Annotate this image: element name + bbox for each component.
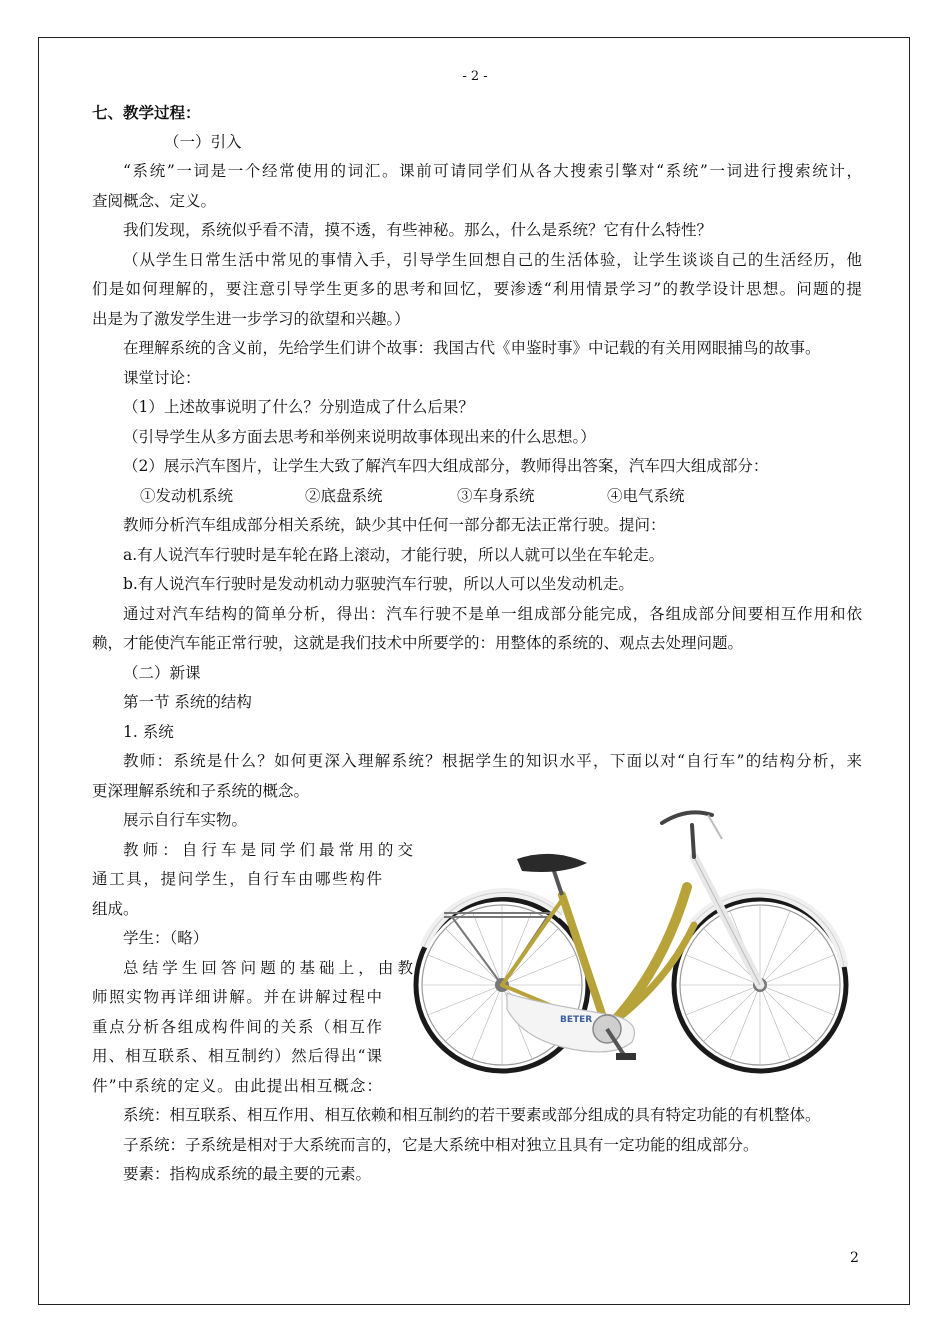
subheading-intro: （一）引入: [164, 132, 242, 151]
paragraph-line: a.有人说汽车行驶时是车轮在路上滚动，才能行驶，所以人就可以坐在车轮走。: [123, 545, 665, 564]
paragraph-line: 教师分析汽车组成部分相关系统，缺少其中任何一部分都无法正常行驶。提问：: [123, 516, 666, 534]
paragraph-line: 通过对汽车结构的简单分析，得出：汽车行驶不是单一组成部分能完成，各组成部分间要相互作用和依: [123, 604, 862, 623]
paragraph-line: 教师：系统是什么？如何更深入理解系统？根据学生的知识水平，下面以对“自行车”的结构分析，来: [123, 752, 862, 770]
discussion-question-2: （2）展示汽车图片，让学生大致了解汽车四大组成部分，教师得出答案，汽车四大组成部分：: [123, 457, 769, 475]
list-item: ③车身系统: [457, 486, 535, 505]
paragraph-line: 用、相互联系、相互制约）然后得出“课: [92, 1047, 382, 1065]
subheading-new-lesson: （二）新课: [123, 663, 201, 682]
paragraph-line: 更深理解系统和子系统的概念。: [92, 781, 310, 800]
car-systems-list: [92, 482, 862, 512]
bicycle-image: [412, 797, 852, 1092]
section-heading-7: 七、教学过程：: [92, 103, 201, 122]
page-marker-top: - 2 -: [462, 69, 488, 84]
paragraph-line: （引导学生从多方面去思考和举例来说明故事体现出来的什么思想。）: [123, 427, 596, 446]
bike-brand-logo: BETER: [560, 1015, 593, 1025]
paragraph-line: 查阅概念、定义。: [92, 191, 217, 210]
section-title: 第一节 系统的结构: [123, 693, 252, 711]
subsection-title: 1. 系统: [123, 722, 174, 741]
paragraph-line: 教师：自行车是同学们最常用的交: [123, 840, 413, 859]
list-item: ②底盘系统: [305, 486, 383, 505]
paragraph-line: 通工具，提问学生，自行车由哪些构件: [92, 870, 382, 888]
paragraph-line: 我们发现，系统似乎看不清，摸不透，有些神秘。那么，什么是系统？它有什么特性？: [123, 221, 713, 239]
paragraph-line: 在理解系统的含义前，先给学生们讲个故事：我国古代《申鉴时事》中记载的有关用网眼捕鸟的故事。: [123, 339, 821, 357]
list-item: ④电气系统: [607, 486, 685, 505]
paragraph-line: 展示自行车实物。: [123, 811, 248, 829]
list-item: ①发动机系统: [140, 486, 234, 505]
paragraph-line: 学生：（略）: [123, 929, 209, 947]
saddle: [517, 854, 587, 895]
definition-subsystem: 子系统：子系统是相对于大系统而言的，它是大系统中相对独立且具有一定功能的组成部分。: [123, 1135, 759, 1154]
paragraph-line: 们是如何理解的，要注意引导学生更多的思考和回忆，要渗透“利用情景学习”的教学设计思想。问题的提: [92, 280, 862, 298]
paragraph-line: （从学生日常生活中常见的事情入手，引导学生回想自己的生活体验，让学生谈谈自己的生活经历，他: [123, 250, 862, 269]
paragraph-line: 总结学生回答问题的基础上，由教: [123, 958, 413, 977]
definition-system: 系统：相互联系、相互作用、相互依赖和相互制约的若干要素或部分组成的具有特定功能的有机整体。: [123, 1106, 821, 1124]
definition-element: 要素：指构成系统的最主要的元素。: [123, 1165, 372, 1183]
discussion-question-1: （1）上述故事说明了什么？分别造成了什么后果？: [123, 398, 474, 416]
paragraph-line: “系统”一词是一个经常使用的词汇。课前可请同学们从各大搜索引擎对“系统”一词进行搜索统计，: [123, 162, 862, 180]
paragraph-line: 赖，才能使汽车能正常行驶，这就是我们技术中所要学的：用整体的系统的、观点去处理问题。: [92, 634, 744, 652]
page-number-bottom: 2: [850, 1250, 859, 1266]
paragraph-line: 件”中系统的定义。由此提出相互概念：: [92, 1076, 382, 1095]
paragraph-line: 课堂讨论：: [123, 368, 201, 387]
paragraph-line: 师照实物再详细讲解。并在讲解过程中: [92, 988, 382, 1006]
paragraph-line: 出是为了激发学生进一步学习的欲望和兴趣。）: [92, 309, 410, 328]
rear-rack: [444, 913, 552, 985]
handlebar: [662, 812, 712, 857]
paragraph-line: 重点分析各组成构件间的关系（相互作: [92, 1017, 382, 1036]
paragraph-line: b.有人说汽车行驶时是发动机动力驱驶汽车行驶，所以人可以坐发动机走。: [123, 575, 634, 593]
paragraph-line: 组成。: [92, 899, 139, 918]
